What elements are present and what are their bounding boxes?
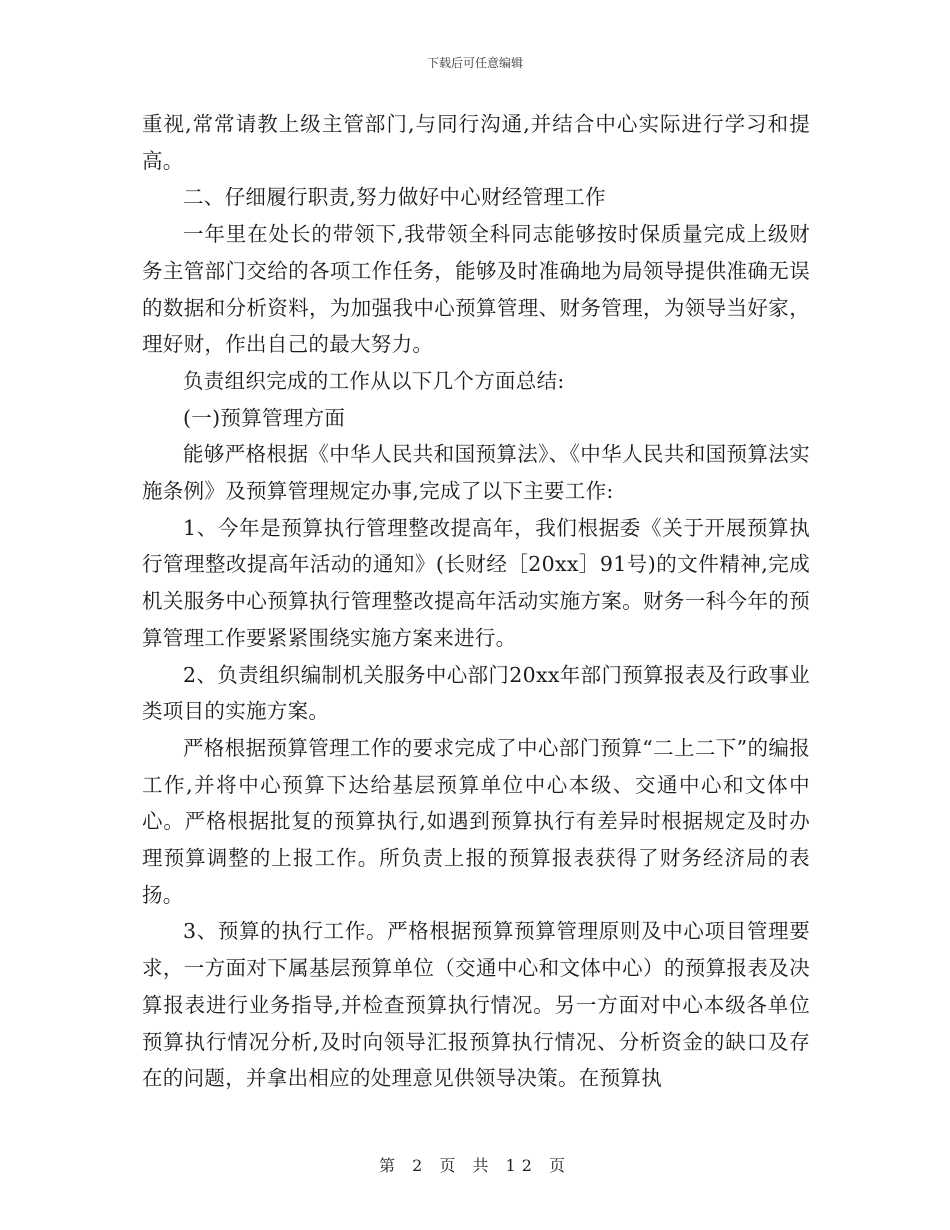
list-item-1: 1、今年是预算执行管理整改提高年，我们根据委《关于开展预算执行管理整改提高年活动的通知》(长财经［20xx］91号)的文件精神,完成机关服务中心预算执行管理整改提高年活动实施方案。财务一科今年的预算管理工作要紧紧围绕实施方案来进行。 bbox=[142, 515, 810, 650]
paragraph-6: 能够严格根据《中华人民共和国预算法》、《中华人民共和国预算法实施条例》及预算管理规定办事,完成了以下主要工作: bbox=[142, 442, 810, 504]
list-item-2: 2、负责组织编制机关服务中心部门20xx年部门预算报表及行政事业类项目的实施方案。 bbox=[142, 662, 810, 724]
subsection-heading-budget: (一)预算管理方面 bbox=[183, 405, 346, 430]
paragraph-3: 一年里在处长的带领下,我带领全科同志能够按时保质量完成上级财务主管部门交给的各项工作任务，能够及时准确地为局领导提供准确无误的数据和分析资料，为加强我中心预算管理、财务管理，为领导当好家，理好财，作出自己的最大努力。 bbox=[142, 222, 810, 357]
paragraph-1: 重视,常常请教上级主管部门,与同行沟通,并结合中心实际进行学习和提高。 bbox=[142, 112, 810, 173]
document-body bbox=[142, 106, 810, 1097]
section-heading-2: 二、仔细履行职责,努力做好中心财经管理工作 bbox=[183, 185, 606, 210]
paragraph-9: 严格根据预算管理工作的要求完成了中心部门预算“二上二下”的编报工作,并将中心预算下达给基层预算单位中心本级、交通中心和文体中心。严格根据批复的预算执行,如遇到预算执行有差异时根据规定及时办理预算调整的上报工作。所负责上报的预算报表获得了财务经济局的表扬。 bbox=[142, 735, 810, 907]
header-note: 下载后可任意编辑 bbox=[426, 56, 523, 70]
list-item-3: 3、预算的执行工作。严格根据预算预算管理原则及中心项目管理要求，一方面对下属基层预算单位（交通中心和文体中心）的预算报表及决算报表进行业务指导,并检查预算执行情况。另一方面对中心本级各单位预算执行情况分析,及时向领导汇报预算执行情况、分析资金的缺口及存在的问题，并拿出相应的处理意见供领导决策。在预算执 bbox=[142, 919, 810, 1091]
paragraph-4: 负责组织完成的工作从以下几个方面总结: bbox=[183, 368, 565, 393]
page-footer: 第 2 页 共 12 页 bbox=[379, 1156, 571, 1175]
